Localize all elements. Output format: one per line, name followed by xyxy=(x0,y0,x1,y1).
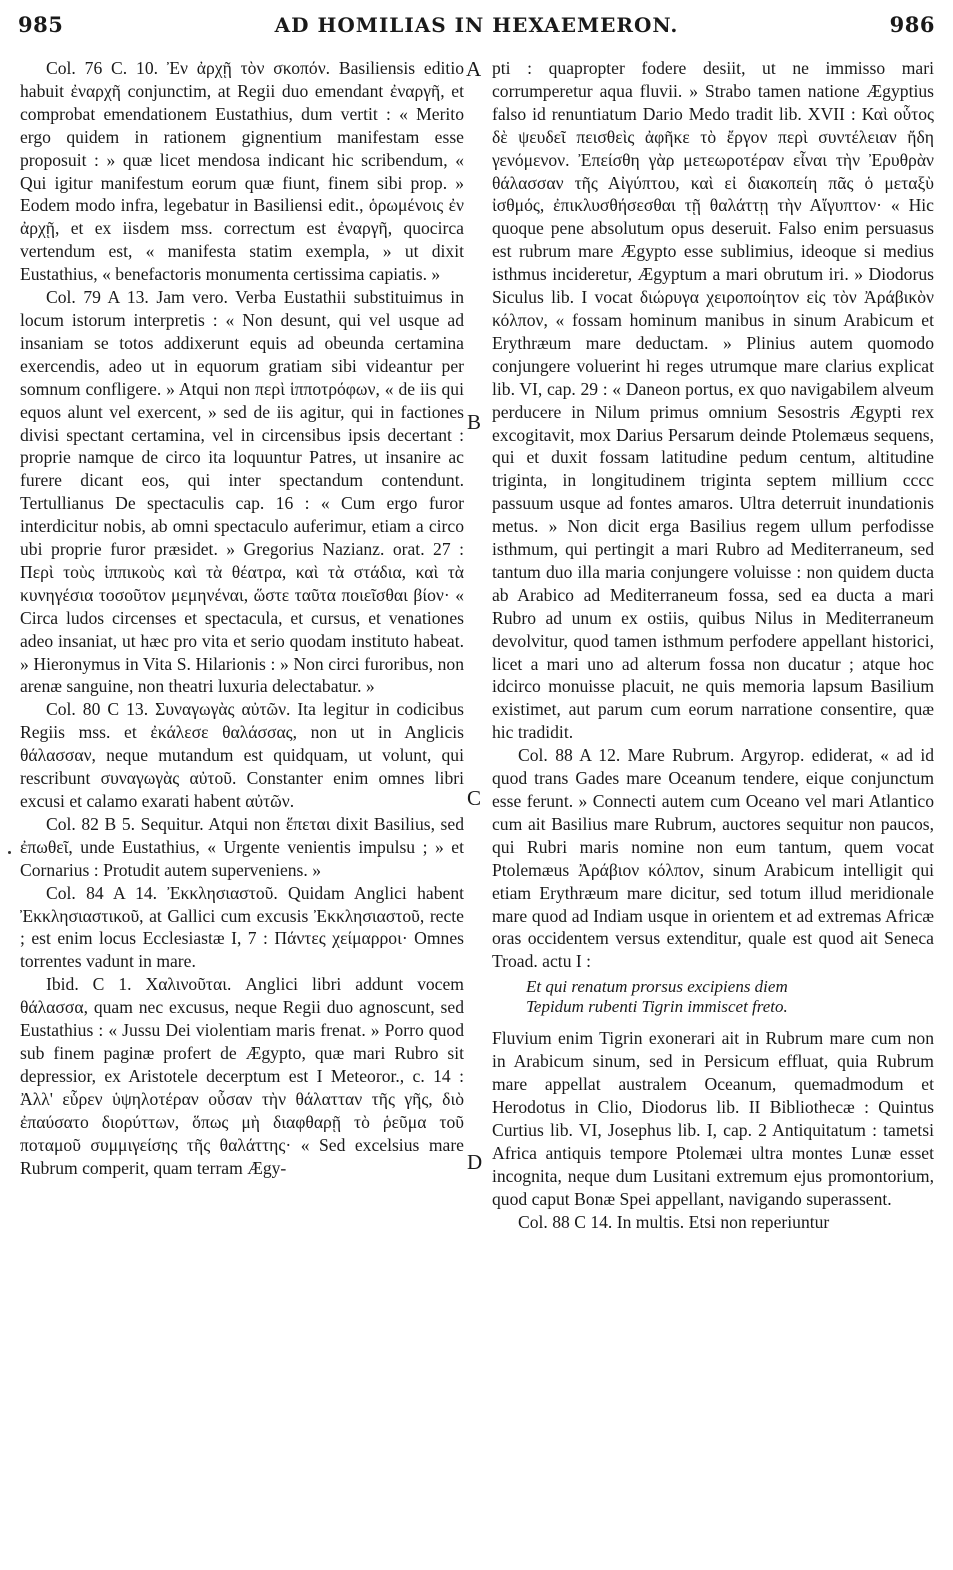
left-column xyxy=(20,57,464,1179)
note-col79: Col. 79 A 13. Jam vero. Verba Eustathii substituimus in locum istorum interpretis : « Non desunt, qui vel usque ad insaniam se totos addixerunt equis ad obeunda certamina exercendis, adeo ut in equorum gratiam sibi videantur per somnum confligere. » Atqui non περὶ ἱπποτρόφων, « de iis qui equos alunt vel exercent, » sed de iis agitur, qui in factiones divisi spectant certamina, vel in circensibus ipsis decertant : proprie namque de circo ita loquuntur Patres, ut insanire ac furere dicant eos, qui inter spectandum contendunt. Tertullianus De spectaculis cap. 16 : « Cum ergo furor interdicitur nobis, ab omni spectaculo auferimur, etiam a circo ubi proprie furor præsidet. » Gregorius Nazianz. orat. 27 : Περὶ τοὺς ἱππικοὺς καὶ τὰ θέατρα, καὶ τὰ στάδια, καὶ τὰ κυνηγέσια τοσοῦτον μεμηνέναι, ὥστε ταῦτα ποιεῖσθαι βίον· « Circa ludos circenses et spectacula, et cursus, et venationes adeo insaniat, ut hæc pro vita et serio quodam instituto habeat. » Hieronymus in Vita S. Hilarionis : » Non circi furoribus, non arenæ sanguine, non theatri luxuria delectabatur. » xyxy=(20,287,464,697)
margin-marker-a: A xyxy=(466,57,482,81)
margin-marker-d: D xyxy=(467,1150,483,1174)
margin-marker-b: B xyxy=(467,410,482,434)
verse-line-1: Et qui renatum prorsus excipiens diem xyxy=(526,977,788,997)
note-col88a: Col. 88 A 12. Mare Rubrum. Argyrop. ediderat, « ad id quod trans Gades mare Oceanum tendere, eique conjunctum esse ferunt. » Connecti autem cum Oceano vel mari Atlantico cum ait Basilius mare Rubrum, auctores sequitur non paucos, qui Rubri maris nomine non eum tantum, quem vocat Ptolemæus Ἀράβιον κόλπον, sinum Arabicum intelligit qui etiam Erythræum mare dicitur, sed totum illud meridionale mare quod ad Indiam usque in orientem et ad extremas Africæ oras occidentem versus extenditur, quale est quod ait Seneca Troad. actu I : xyxy=(492,745,934,972)
page-number-right: 986 xyxy=(889,12,935,37)
note-continuation: pti : quapropter fodere desiit, ut ne immisso mari corrumperetur aqua fluvii. » Strabo tamen natione Ægyptius falso id renuntiatum Dario Medo tradit lib. XVII : Καὶ οὗτος δὲ ψευδεῖ πεισθεὶς ἀφῆκε τὸ ἔργον περὶ συντέλειαν ἤδη γενόμενον. Ἐπείσθη γὰρ μετεωροτέραν εἶναι τὴν Ἐρυθρὰν θάλασσαν τῆς Αἰγύπτου, καὶ εἰ διακοπείη πᾶς ὁ μεταξὺ ἰσθμός, ἐπικλυσθήσεσθαι τῇ θαλάττῃ τὴν Αἴγυπτον· « Hic quoque pene absolutum opus deseruit. Falso enim persuasus est rubrum mare Ægypto esse sublimius, ideoque si medius isthmus incideretur, Ægyptum a mari obrutum iri. » Diodorus Siculus lib. I vocat διώρυγα χειροποίητον εἰς τὸν Ἀράβικὸν κόλπον, « fossam hominum manibus in sinum Arabicum et Erythræum mare deductam. » Plinius autem quomodo conjungere voluerint hi reges utrumque mare clarius explicat lib. VI, cap. 29 : « Daneon portus, ex quo navigabilem alveum perducere in Nilum primus omnium Sesostris Ægypti rex excogitavit, mox Darius Persarum deinde Ptolemæus sequens, qui et duxit fossam latitudine pedum centum, altitudine triginta, in longitudinem triginta septem millium cccc passuum usque ad fontes amaros. Ultra deterruit inundationis metus. » Non dicit erga Basilius regem ullum perfodisse isthmum, qui pertingit a mari Rubro ad Mediterraneum, sed tantum duo illa maria conjungere voluisse : non quidem ducta ab Arabico ad Mediterraneum fossa, sed ea ducta a mari Rubro ad unum ex ostiis, quibus Nilus in Mediterraneum devolvitur, quod tamen isthmum perfodere appellant historici, licet a mari uno ad alterum fossa non ducatur ; atque hoc idcirco monuisse placuit, ne quis memoria lapsum Basilium existimet, aut parum cum eorum narratione consentire, quæ hic tradidit. xyxy=(492,58,934,743)
page-header xyxy=(18,10,935,44)
page-number-left: 985 xyxy=(18,12,64,37)
verse-line-2: Tepidum rubenti Tigrin immiscet freto. xyxy=(526,997,788,1017)
note-col76: Col. 76 C. 10. Ἐν ἀρχῇ τὸν σκοπόν. Basiliensis editio habuit ἐναρχῆ conjunctim, at Regii duo emendant ἐναργῆ, et comprobat emendationem Eustathius, dum vertit : « Merito ergo quidem in rationem gignentium manifestam esse proposuit : » quæ licet mendosa indicant hic scribendum, « Qui igitur manifestum eorum quæ fiunt, finem sibi prop. » Eodem modo infra, legebatur in Basiliensi edit., ὁρωμένοις ἐν ἀρχῇ, et ex iisdem mss. correctum est ἐναργῆ, quocirca vertendum est, « manifesta statim exempla, » ut dixit Eustathius, « benefactoris monumenta certissima capiatis. » xyxy=(20,58,464,285)
margin-marker-c: C xyxy=(467,786,482,810)
note-ibid: Ibid. C 1. Χαλινοῦται. Anglici libri addunt vocem θάλασσα, quam nec excusus, neque Regii duo agnoscunt, sed Eustathius : « Jussu Dei violentiam maris frenat. » Porro quod sub finem paginæ profert de Ægypto, quæ mari Rubro sit depressior, ex Aristotele decerptum est I Meteoror., c. 14 : Ἀλλ' εὗρεν ὑψηλοτέραν οὖσαν τὴν θάλατταν τῆς γῆς, διὸ ἐπαύσατο διορύττων, ὅπως μὴ διαφθαρῇ τὸ ῥεῦμα τοῦ ποταμοῦ συμμιγείσης τῆς θαλάττης· « Sed excelsius mare Rubrum comperit, quam terram Ægy- xyxy=(20,974,464,1178)
right-column xyxy=(492,57,934,1233)
note-col88c: Col. 88 C 14. In multis. Etsi non reperiuntur xyxy=(518,1211,830,1232)
seneca-verse xyxy=(526,977,934,1017)
note-col82: Col. 82 B 5. Sequitur. Atqui non ἕπεται dixit Basilius, sed ἐπωθεῖ, unde Eustathius, « Urgente venientis impulsu ; » et Cornarius : Protudit autem superveniens. » xyxy=(20,813,464,880)
stray-dot xyxy=(8,851,11,854)
note-fluvium: Fluvium enim Tigrin exonerari ait in Rubrum mare cum non in Arabicum sinum, sed in Persicum effluat, quia Rubrum mare appellat australem Oceanum, quemadmodum et Herodotus in Clio, Diodorus lib. II Bibliothecæ : Quintus Curtius lib. VI, Josephus lib. I, cap. 2 Antiquitatum : tametsi Africa antiquis tempore Ptolemæi ultra montes Lunæ esset incognita, neque dum Lusitani extremum ejus promontorium, quod caput Bonæ Spei appellant, navigando superassent. xyxy=(492,1028,934,1209)
note-col84: Col. 84 A 14. Ἐκκλησιαστοῦ. Quidam Anglici habent Ἐκκλησιαστικοῦ, at Gallici cum excusis Ἐκκλησιαστοῦ, recte ; est enim locus Ecclesiastæ I, 7 : Πάντες χείμαρροι· Omnes torrentes vadunt in mare. xyxy=(20,882,464,972)
note-col80: Col. 80 C 13. Συναγωγὰς αὐτῶν. Ita legitur in codicibus Regiis mss. et ἐκάλεσε θαλάσσας, non ut in Anglicis θάλασσαν, neque mutandum est quidquam, ut volunt, qui rescribunt συναγωγὰς αὐτοῦ. Constanter enim omnes libri excusi et calamo exarati habent αὐτῶν. xyxy=(20,699,464,811)
running-title: AD HOMILIAS IN HEXAEMERON. xyxy=(274,13,679,37)
